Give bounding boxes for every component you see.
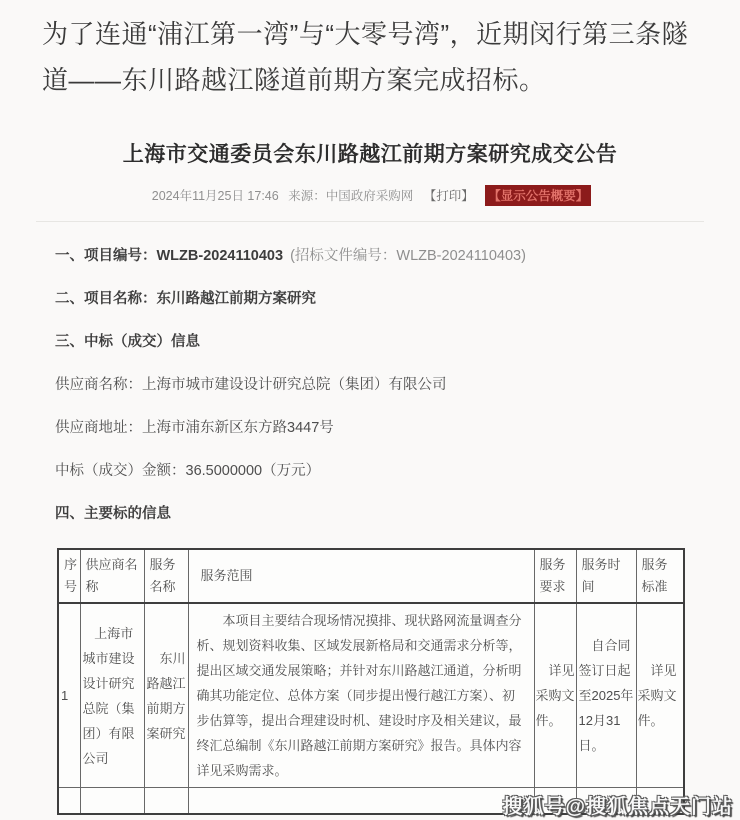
award-info-heading — [55, 333, 685, 352]
empty-cell — [144, 788, 188, 814]
cell-service-std: 详见采购文件。 — [636, 603, 684, 788]
source-label: 来源：中国政府采购网 — [288, 189, 414, 203]
supplier-name-row — [55, 376, 685, 395]
cell-service-name: 东川路越江前期方案研究 — [144, 603, 188, 788]
print-button[interactable]: 【打印】 — [423, 189, 474, 203]
table-row — [58, 603, 684, 788]
subject-info-table — [57, 548, 685, 815]
sohu-watermark: 搜狐号@搜狐焦点天门站 — [502, 796, 733, 818]
project-name-row — [55, 290, 685, 309]
announcement-body — [55, 247, 685, 524]
project-number-value: WLZB-2024110403 — [156, 248, 284, 264]
announcement-title: 上海市交通委员会东川路越江前期方案研究成交公告 — [122, 143, 618, 166]
supplier-name-value: 上海市城市建设设计研究总院（集团）有限公司 — [142, 377, 447, 393]
col-header-service-scope: 服务范围 — [188, 549, 534, 603]
award-amount-label: 中标（成交）金额： — [55, 463, 186, 479]
project-name-label: 二、项目名称： — [55, 291, 157, 307]
empty-cell — [188, 788, 534, 814]
cell-service-scope: 本项目主要结合现场情况摸排、现状路网流量调查分析、规划资料收集、区域发展新格局和交通需求分析等，提出区域交通发展策略；并针对东川路越江通道，分析明确其功能定位、总体方案（同步提出慢行越江方案）、初步估算等，提出合理建设时机、建设时序及相关建议，最终汇总编制《东川路越江前期方案研究》报告。具体内容详见采购需求。 — [188, 603, 534, 788]
show-summary-button[interactable]: 【显示公告概要】 — [485, 185, 591, 206]
subject-info-heading-label: 四、主要标的信息 — [55, 506, 171, 522]
project-name-value: 东川路越江前期方案研究 — [156, 291, 316, 307]
supplier-name-label: 供应商名称： — [55, 377, 142, 393]
col-header-service-req: 服务要求 — [534, 549, 576, 603]
col-header-serial: 序号 — [58, 549, 80, 603]
project-number-row — [55, 247, 685, 266]
supplier-address-value: 上海市浦东新区东方路3447号 — [142, 420, 334, 436]
award-amount-value: 36.5000000（万元） — [185, 463, 321, 479]
col-header-service-std: 服务标准 — [636, 549, 684, 603]
supplier-address-label: 供应商地址： — [55, 420, 142, 436]
cell-serial: 1 — [58, 603, 80, 788]
announcement-meta — [0, 185, 740, 206]
divider — [36, 221, 704, 222]
col-header-service-time: 服务时间 — [576, 549, 636, 603]
intro-text: 为了连通“浦江第一湾”与“大零号湾”，近期闵行第三条隧道——东川路越江隧道前期方案完成招标。 — [42, 19, 689, 95]
award-info-heading-label: 三、中标（成交）信息 — [55, 334, 200, 350]
award-amount-row — [55, 462, 685, 481]
empty-cell — [80, 788, 144, 814]
cell-service-time: 自合同签订日起至2025年12月31日。 — [576, 603, 636, 788]
col-header-supplier: 供应商名称 — [80, 549, 144, 603]
table-header-row — [58, 549, 684, 603]
cell-supplier: 上海市城市建设设计研究总院（集团）有限公司 — [80, 603, 144, 788]
supplier-address-row — [55, 419, 685, 438]
empty-cell — [58, 788, 80, 814]
project-number-label: 一、项目编号： — [55, 248, 157, 264]
cell-service-req: 详见采购文件。 — [534, 603, 576, 788]
col-header-service-name: 服务名称 — [144, 549, 188, 603]
publish-datetime: 2024年11月25日 17:46 — [151, 189, 279, 203]
bid-doc-number-note: (招标文件编号：WLZB-2024110403) — [290, 248, 526, 264]
subject-info-heading — [55, 505, 685, 524]
